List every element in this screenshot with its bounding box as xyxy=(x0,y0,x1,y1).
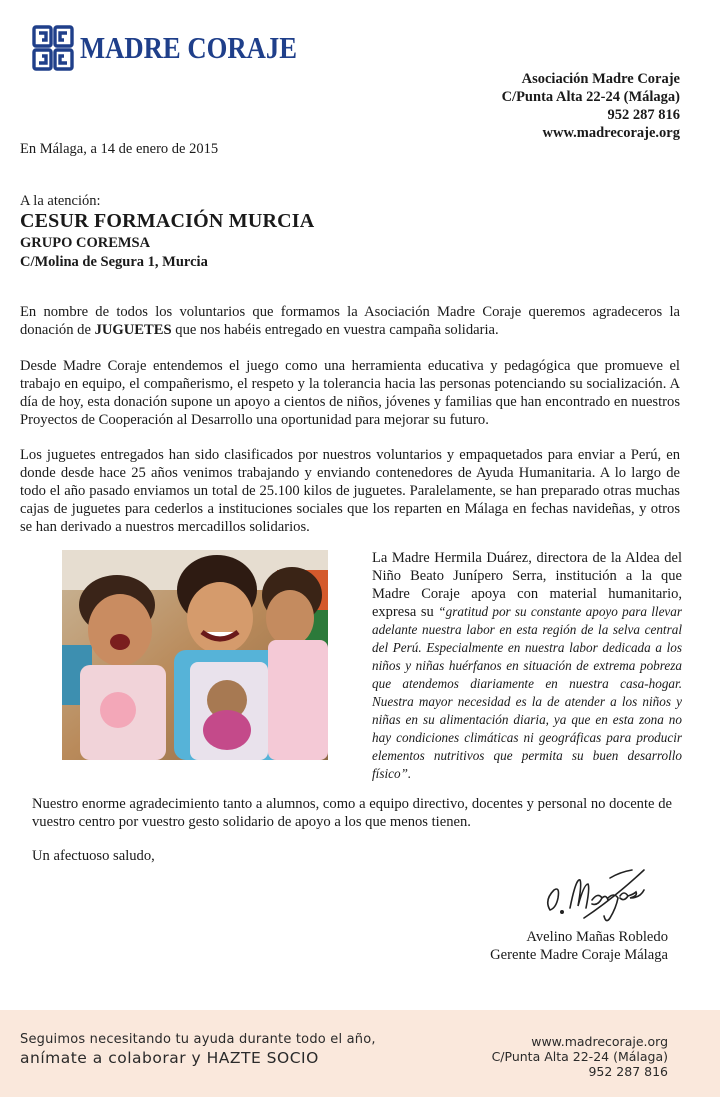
recipient-name: CESUR FORMACIÓN MURCIA xyxy=(20,210,315,232)
paragraph-text: Nuestro enorme agradecimiento tanto a alumnos, como a equipo directivo, docentes y personal no docente de vuestro centro por vuestro gesto solidario de apoyo a los que menos tienen. xyxy=(32,796,672,830)
footer-address: C/Punta Alta 22-24 (Málaga) xyxy=(491,1049,668,1064)
madre-coraje-emblem-icon xyxy=(32,25,74,71)
handwritten-signature xyxy=(540,862,650,929)
org-name: Asociación Madre Coraje xyxy=(521,71,680,87)
children-photo xyxy=(62,550,328,760)
recipient-block xyxy=(20,208,314,272)
quote-text: “gratitud por su constante apoyo para llevar adelante nuestra labor en esta región de la selva central del Perú. Especialmente en nuestra labor dedicada a los niños y niñas huérfanos en situación de extrema pobreza que atendemos diariamente en nuestra casa-hogar. Nuestra mayor necesidad es la de atender a los niños y niñas en su alimentación diaria, ya que en esta zona no hay condiciones climáticas ni geográficas para producir elementos nutritivos que permita su buen desarrollo físico”. xyxy=(372,604,683,781)
paragraph-text: Los juguetes entregados han sido clasificados por nuestros voluntarios y empaquetados para enviar a Perú, en donde desde hace 25 años venimos trabajando y enviando contenedores de Ayuda Humanitaria. A lo largo de todo el año pasado enviamos un total de 25.100 kilos de juguetes. Paralelamente, se han preparado otras muchas cajas de juguetes para cederlos a instituciones sociales que los reparten en Málaga en fechas navideñas, y otros se han derivado a nuestros mercadillos solidarios. xyxy=(20,447,680,535)
footer-line-2: anímate a colaborar y HAZTE SOCIO xyxy=(20,1049,319,1067)
org-address: C/Punta Alta 22-24 (Málaga) xyxy=(501,89,680,105)
paragraph-text: En nombre de todos los voluntarios que formamos la Asociación Madre Coraje queremos agradeceros la donación de xyxy=(20,304,680,338)
org-phone: 952 287 816 xyxy=(607,107,680,123)
footer-web-link[interactable]: www.madrecoraje.org xyxy=(531,1034,668,1049)
org-web: www.madrecoraje.org xyxy=(542,125,680,141)
footer-phone: 952 287 816 xyxy=(588,1064,668,1079)
signer-name: Avelino Mañas Robledo xyxy=(526,929,668,945)
footer-contact xyxy=(492,1034,668,1079)
paragraph-gratitude xyxy=(32,795,672,831)
sender-address-block xyxy=(502,70,680,142)
recipient-group: GRUPO COREMSA xyxy=(20,235,151,251)
quote-intro: La Madre Hermila Duárez, directora de la Aldea del Niño Beato Junípero Serra, institución a la que Madre Coraje apoya con material humanitario, expresa su xyxy=(372,550,682,620)
closing-greeting: Un afectuoso saludo, xyxy=(32,848,155,864)
testimonial-quote xyxy=(372,549,682,783)
attention-label: A la atención: xyxy=(20,193,101,209)
recipient-address: C/Molina de Segura 1, Murcia xyxy=(20,254,208,270)
paragraph-toys-shipped xyxy=(20,446,680,536)
signer-block xyxy=(490,928,668,964)
footer-line-1: Seguimos necesitando tu ayuda durante todo el año, xyxy=(20,1032,376,1047)
letter-date: En Málaga, a 14 de enero de 2015 xyxy=(20,141,219,157)
paragraph-text: que nos habéis entregado en vuestra campaña solidaria. xyxy=(171,322,499,338)
logo-wordmark: MADRE CORAJE xyxy=(80,30,297,65)
madre-coraje-logo xyxy=(32,24,332,72)
paragraph-play xyxy=(20,357,680,429)
footer-call-to-action xyxy=(20,1032,376,1067)
signer-title: Gerente Madre Coraje Málaga xyxy=(490,947,668,963)
highlight-juguetes: JUGUETES xyxy=(94,322,172,338)
paragraph-text: Desde Madre Coraje entendemos el juego como una herramienta educativa y pedagógica que promueve el trabajo en equipo, el compañerismo, el respeto y la tolerancia hacia las personas potenciando su socialización. A día de hoy, esta donación supone un apoyo a cientos de niños, jóvenes y familias que han encontrado en nuestros Proyectos de Cooperación al Desarrollo una oportunidad para mejorar su futuro. xyxy=(20,358,680,428)
paragraph-thanks xyxy=(20,303,680,339)
